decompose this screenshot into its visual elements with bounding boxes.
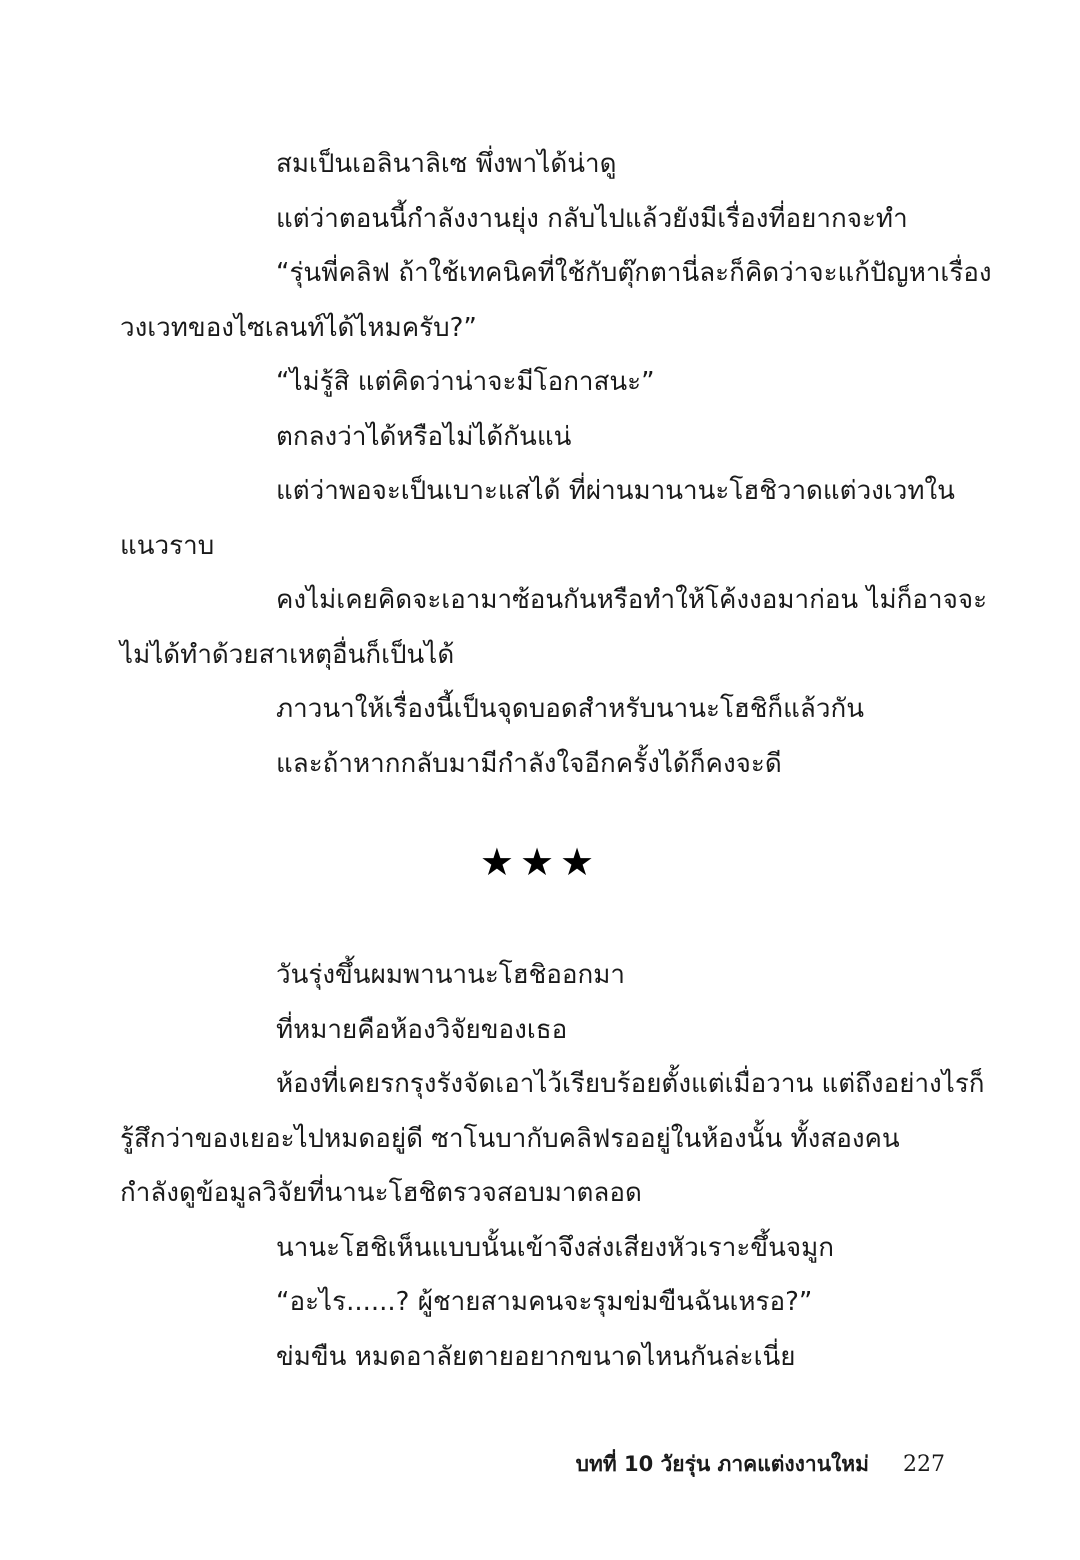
paragraph — [198, 137, 948, 192]
text-line: ข่มขืน หมดอาลัยตายอยากขนาดไหนกันล่ะเนี่ย — [276, 1341, 796, 1372]
paragraph — [198, 410, 948, 465]
text-line: “รุ่นพี่คลิฟ ถ้าใช้เทคนิคที่ใช้กับตุ๊กตานี่ละก็คิดว่าจะแก้ปัญหาเรื่อง — [276, 258, 992, 288]
text-line: “ไม่รู้สิ แต่คิดว่าน่าจะมีโอกาสนะ” — [276, 367, 655, 397]
text-line: ไม่ได้ทำด้วยสาเหตุอื่นก็เป็นได้ — [120, 639, 455, 670]
text-line: ห้องที่เคยรกรุงรังจัดเอาไว้เรียบร้อยตั้งแต่เมื่อวาน แต่ถึงอย่างไรก็ — [276, 1069, 985, 1099]
text-line: แต่ว่าตอนนี้กำลังงานยุ่ง กลับไปแล้วยังมีเรื่องที่อยากจะทำ — [276, 203, 908, 234]
text-block-bottom — [120, 948, 985, 1384]
paragraph — [198, 737, 948, 792]
text-line: และถ้าหากกลับมามีกำลังใจอีกครั้งได้ก็คงจะดี — [276, 748, 782, 779]
text-line: แนวราบ — [120, 530, 215, 561]
paragraph — [198, 192, 948, 247]
paragraph — [120, 1057, 985, 1221]
text-line: ที่หมายคือห้องวิจัยของเธอ — [276, 1014, 568, 1045]
paragraph — [198, 355, 948, 410]
page-footer — [576, 1448, 945, 1481]
text-line: วงเวทของไซเลนท์ได้ไหมครับ?” — [120, 312, 477, 343]
text-line: แต่ว่าพอจะเป็นเบาะแสได้ ที่ผ่านมานานะโฮชิวาดแต่วงเวทใน — [276, 476, 955, 506]
paragraph — [198, 1221, 948, 1276]
text-line: สมเป็นเอลินาลิเซ พึ่งพาได้น่าดู — [276, 149, 617, 179]
paragraph — [120, 464, 955, 573]
text-line: ภาวนาให้เรื่องนี้เป็นจุดบอดสำหรับนานะโฮชิก็แล้วกัน — [276, 694, 864, 724]
text-line: รู้สึกว่าของเยอะไปหมดอยู่ดี ซาโนบากับคลิฟรออยู่ในห้องนั้น ทั้งสองคน — [120, 1123, 900, 1154]
text-line: วันรุ่งขึ้นผมพานานะโฮชิออกมา — [276, 960, 625, 990]
paragraph — [198, 1003, 948, 1058]
paragraph — [198, 682, 948, 737]
text-line: กำลังดูข้อมูลวิจัยที่นานะโฮชิตรวจสอบมาตลอด — [120, 1178, 642, 1208]
paragraph — [198, 1330, 948, 1385]
paragraph — [198, 948, 948, 1003]
paragraph — [198, 1275, 948, 1330]
text-block-top — [120, 137, 992, 791]
text-line: คงไม่เคยคิดจะเอามาซ้อนกันหรือทำให้โค้งงอมาก่อน ไม่ก็อาจจะ — [276, 585, 988, 615]
text-line: นานะโฮชิเห็นแบบนั้นเข้าจึงส่งเสียงหัวเราะขึ้นจมูก — [276, 1232, 834, 1263]
scene-break-stars: ★★★ — [479, 840, 601, 884]
text-line: ตกลงว่าได้หรือไม่ได้กันแน่ — [276, 421, 572, 452]
paragraph — [120, 246, 992, 355]
text-line: “อะไร......? ผู้ชายสามคนจะรุมข่มขืนฉันเหรอ?” — [276, 1287, 813, 1317]
running-header-chapter: บทที่ 10 วัยรุ่น ภาคแต่งงานใหม่ — [575, 1452, 869, 1476]
page-number: 227 — [903, 1452, 945, 1477]
paragraph — [120, 573, 988, 682]
